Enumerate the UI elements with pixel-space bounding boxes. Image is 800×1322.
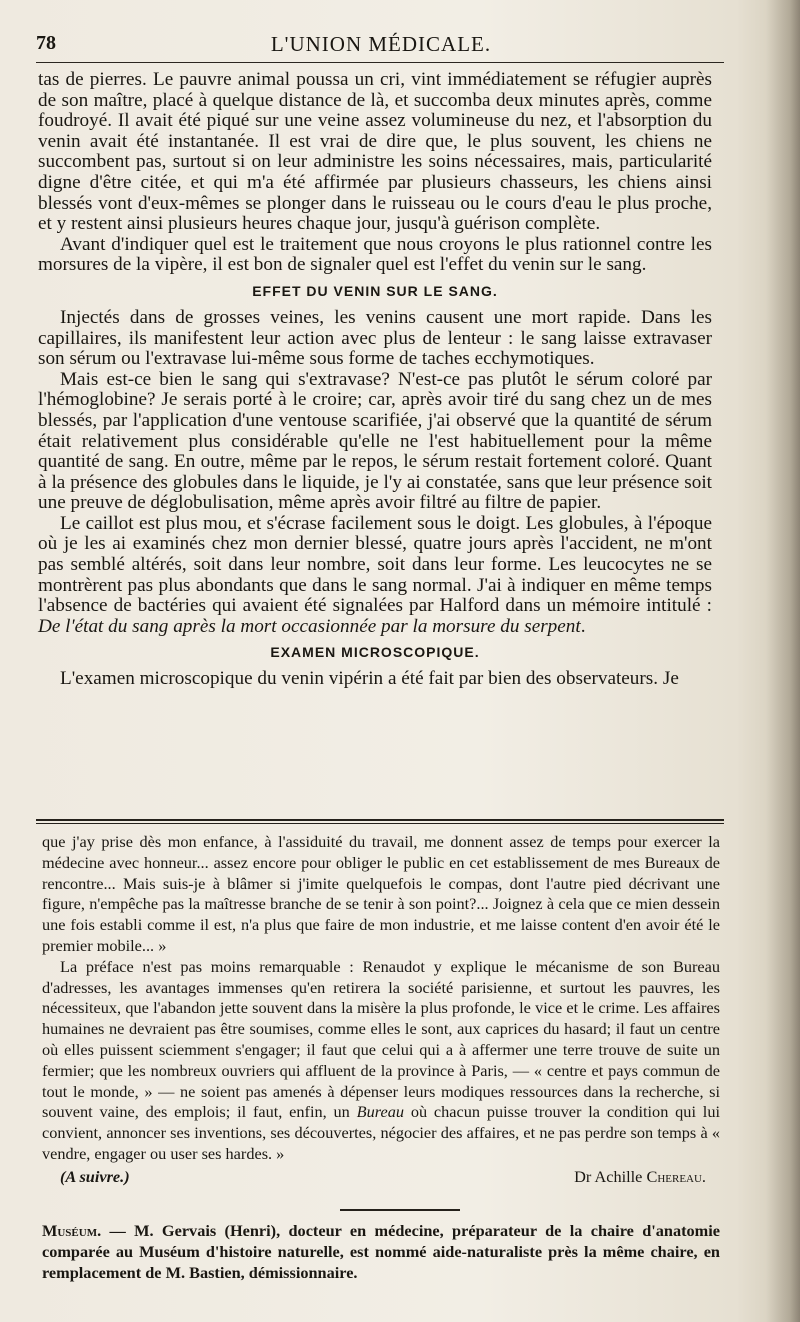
preface-text-end: où chacun puisse trouver la condition qui lui convient, annoncer ses inventions, ses découvertes, négocier des affaires, et ne pas perdre son temps à « vendre, engager ou user ses hardes. »	[42, 1102, 720, 1163]
feuilleton-rule-thin	[36, 823, 724, 824]
memoir-title: De l'état du sang après la mort occasionnée par la morsure du serpent	[38, 615, 581, 637]
author-surname: Chereau.	[646, 1166, 706, 1186]
feuilleton-rule-thick	[36, 819, 724, 821]
preface-text: La préface n'est pas moins remarquable : Renaudot y explique le mécanisme de son Bureau d'adresses, les avantages immenses qu'en retirera la société parisienne, et surtout les pauvres, les nécessiteux, que l'abandon jette souvent dans la misère la plus profonde, le vice et le crime. Les affaires humaines ne devraient pas être soumises, comme elles le sont, aux caprices du hasard; il faut un centre où elles puissent sciemment s'engager; il faut que celui qui a à affermer une terre trouve de suite un fermier; que les nombreux ouvriers qui affluent de la province à Paris, — « centre et pays commun de tout le monde, » — ne soient pas amenés à dépenser leurs modiques ressources dans la recherche, si souvent vaine, des emplois; il faut, enfin, un	[42, 956, 720, 1122]
author-prefix: Dr Achille	[574, 1166, 647, 1186]
clot-text-end: .	[580, 615, 586, 637]
page-gutter-shadow	[766, 0, 800, 1322]
header-rule	[36, 62, 724, 63]
main-article	[38, 70, 712, 690]
notice-body: — M. Gervais (Henri), docteur en médecine, préparateur de la chaire d'anatomie comparée au Muséum d'histoire naturelle, est nommé aide-naturaliste près la même chaire, en remplacement de M. Bastien, démissionnaire.	[42, 1221, 720, 1282]
paragraph-clot	[38, 514, 712, 638]
paragraph-serum: Mais est-ce bien le sang qui s'extravase? N'est-ce pas plutôt le sérum coloré par l'hémoglobine? Je serais porté à le croire; car, après avoir tiré du sang chez un de mes blessés, par l'application d'une ventouse scarifiée, j'ai observé que la quantité de sérum était relativement plus considérable qu'elle ne l'est habituellement pour la même quantité de sang. En outre, même par le repos, le sérum restait fortement coloré. Quant à la présence des globules dans le liquide, je l'y ai constatée, sans que leur présence soit une preuve de déglobulisation, même après avoir filtré au filtre de papier.	[38, 368, 712, 514]
notice-label: Muséum.	[42, 1221, 102, 1240]
to-be-continued: (A suivre.)	[60, 1166, 130, 1186]
signature-line	[42, 1167, 720, 1189]
paragraph-dog-case: tas de pierres. Le pauvre animal poussa un cri, vint immédiatement se réfugier auprès de son maître, placé à quelque distance de là, et succomba deux minutes après, comme foudroyé. Il avait été piqué sur une veine assez volumineuse du nez, et l'absorption du venin avait été instantanée. Il est vrai de dire que, le plus souvent, les chiens ne succombent pas, surtout si on leur administre les soins nécessaires, mais, particularité digne d'être citée, et qui m'a été affirmée par plusieurs chasseurs, les chiens ainsi blessés vont d'eux-mêmes se plonger dans le ruisseau ou le cours d'eau le plus proche, et y restent ainsi plusieurs heures chaque jour, jusqu'à guérison complète.	[38, 69, 712, 235]
museum-notice-text	[42, 1221, 720, 1283]
feuilleton	[42, 832, 720, 1189]
paragraph-microscopic: L'examen microscopique du venin vipérin a été fait par bien des observateurs. Je	[60, 668, 679, 690]
section-heading-microscopic: EXAMEN MICROSCOPIQUE.	[270, 644, 480, 661]
running-title: L'UNION MÉDICALE.	[270, 32, 492, 56]
author-signature	[574, 1167, 706, 1188]
clot-text: Le caillot est plus mou, et s'écrase facilement sous le doigt. Les globules, à l'époque où je les ai examinés chez mon dernier blessé, quatre jours après l'accident, ne m'ont pas semblé altérés, soit dans leur nombre, soit dans leur forme. Les leucocytes ne se montrèrent pas plus abondants que dans le sang normal. J'ai à indiquer en même temps l'absence de bactéries qui avaient été signalées par Halford dans un mémoire intitulé :	[38, 512, 712, 617]
paragraph-treatment-intro: Avant d'indiquer quel est le traitement que nous croyons le plus rationnel contre les morsures de la vipère, il est bon de signaler quel est l'effet du venin sur le sang.	[38, 233, 712, 276]
paragraph-injection: Injectés dans de grosses veines, les venins causent une mort rapide. Dans les capillaires, ils manifestent leur action avec plus de lenteur : le sang laisse extravaser son sérum ou l'extravase lui-même sous forme de taches ecchymotiques.	[38, 306, 712, 370]
feuilleton-preface	[42, 957, 720, 1165]
page-header	[36, 28, 726, 64]
bureau-word: Bureau	[356, 1102, 404, 1122]
feuilleton-quote: que j'ay prise dès mon enfance, à l'assiduité du travail, me donnent assez de temps pour exercer la médecine avec honneur... assez encore pour obliger le public en cet establissement de mes Bureaux de rencontre... Mais suis-je à blâmer si j'imite quelquefois le compas, dont l'autre pied décrivant une figure, n'empêche pas la maîtresse branche de se tenir à son point?... Joignez à cela que ce mien dessein une fois establi comme il est, n'a plus que faire de mon industrie, et me laisse content d'en avoir été le premier mobile... »	[42, 832, 720, 955]
notice-rule	[340, 1209, 460, 1211]
museum-notice	[42, 1221, 720, 1283]
section-heading-blood: EFFET DU VENIN SUR LE SANG.	[252, 282, 498, 299]
page-number: 78	[36, 32, 56, 54]
